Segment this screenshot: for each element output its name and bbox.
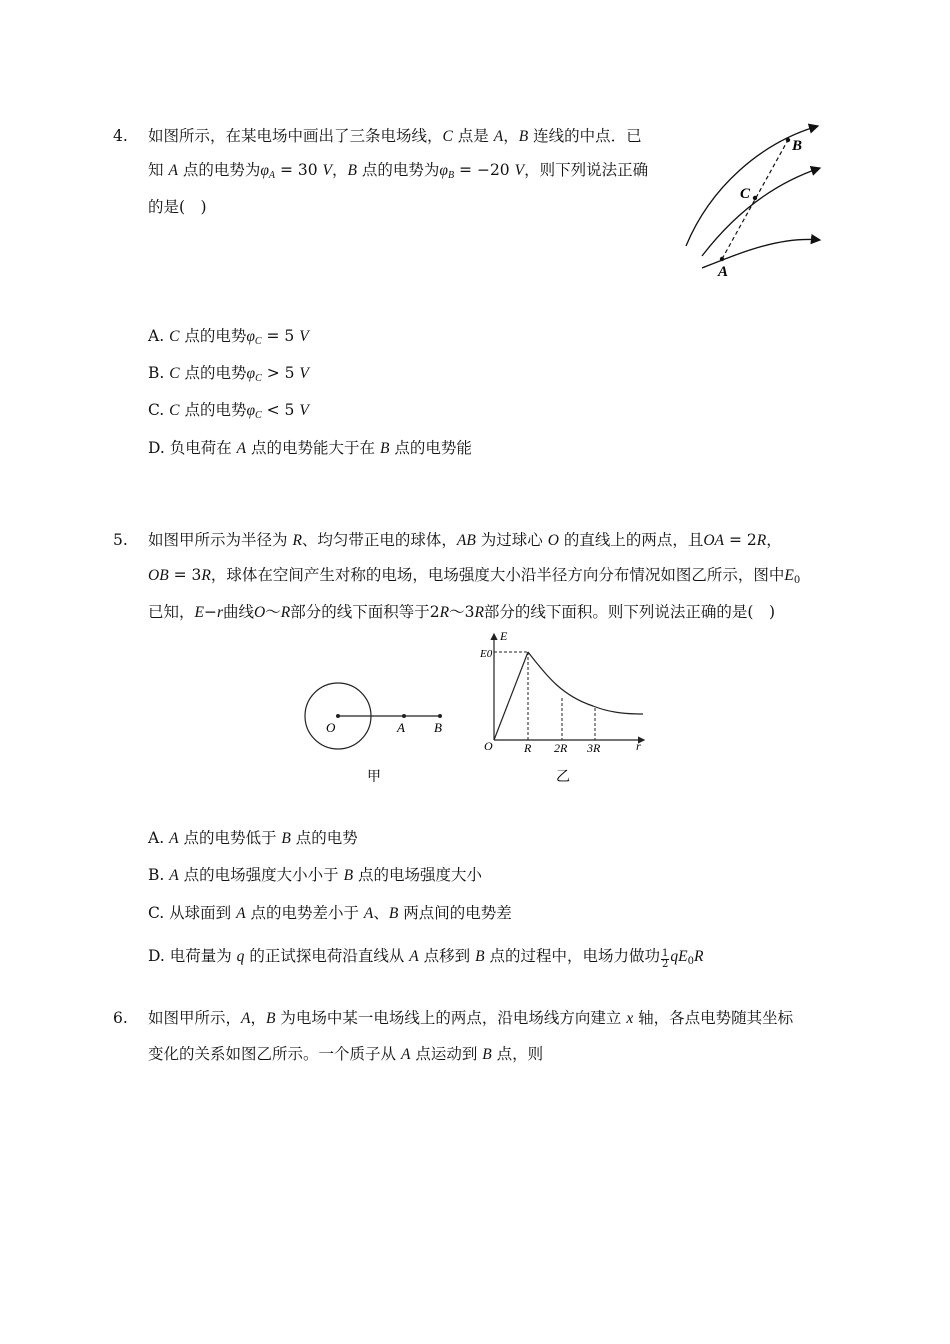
q5-option-d: D. 电荷量为 q 的正试探电荷沿直线从 A 点移到 B 点的过程中，电场力做功 $\frac{1}{2}$ $qE_0R$: [148, 947, 704, 970]
e-axis-label: E: [500, 629, 508, 643]
point-a: [402, 714, 406, 718]
q4-option-c: C. C 点的电势$\varphi_C < 5$ V: [148, 401, 309, 421]
q5-stem-line3: 已知，E−r曲线O～R部分的线下面积等于2R～3R部分的线下面积。则下列说法正确的是( ): [148, 603, 776, 621]
q4-option-d: D. 负电荷在 A 点的电势能大于在 B 点的电势能: [148, 439, 472, 457]
point-c: [753, 196, 757, 200]
label-a: A: [718, 264, 729, 280]
label-o: O: [326, 720, 336, 735]
q4-stem-line3: 的是( ): [148, 198, 207, 216]
tick-r: R: [524, 741, 532, 755]
r-axis-label: r: [636, 739, 641, 753]
label-b: B: [434, 720, 442, 735]
field-line-middle: [702, 168, 820, 256]
tick-3r: 3R: [587, 741, 601, 755]
caption-jia: 甲: [367, 770, 381, 785]
q5-option-a: A. A 点的电势低于 B 点的电势: [148, 829, 358, 847]
point-b: [438, 714, 442, 718]
caption-yi: 乙: [556, 770, 570, 785]
q5-stem-line2: OB = 3R，球体在空间产生对称的电场，电场强度大小沿半径方向分布情况如图乙所示，图中$E_0$: [148, 566, 801, 586]
q6-stem-line2: 变化的关系如图乙所示。一个质子从 A 点运动到 B 点，则: [148, 1045, 544, 1063]
q5-stem-line1: 如图甲所示为半径为 R、均匀带正电的球体，AB 为过球心 O 的直线上的两点，且OA = 2R，: [148, 531, 782, 549]
q5-option-c: C. 从球面到 A 点的电势差小于 A、B 两点间的电势差: [148, 904, 512, 922]
e-r-curve: [494, 652, 528, 740]
q4-stem-line1: 如图所示，在某电场中画出了三条电场线，C 点是 A，B 连线的中点．已: [148, 127, 642, 145]
label-a: A: [397, 720, 405, 735]
q5-figure-yi: [478, 628, 658, 788]
q4-number: 4.: [113, 127, 128, 145]
point-a: [720, 257, 724, 261]
q5-figure-jia: [300, 680, 460, 790]
q4-option-a: A. C 点的电势$\varphi_C = 5$ V: [148, 327, 309, 347]
q4-stem-line2: 知 A 点的电势为$\varphi_A = 30$ V，B 点的电势为$\varphi_B = -20$ V，则下列说法正确: [148, 161, 649, 181]
q6-stem-line1: 如图甲所示，A，B 为电场中某一电场线上的两点，沿电场线方向建立 x 轴，各点电势随其坐标: [148, 1009, 794, 1027]
point-o: [336, 714, 340, 718]
q4-option-b: B. C 点的电势$\varphi_C > 5$ V: [148, 364, 309, 384]
q5-number: 5.: [113, 531, 128, 549]
label-b: B: [792, 138, 803, 154]
q6-number: 6.: [113, 1009, 128, 1027]
label-c: C: [740, 186, 751, 202]
e-r-curve-decay: [528, 652, 643, 714]
e0-label: E0: [480, 648, 493, 660]
q5-option-b: B. A 点的电场强度大小小于 B 点的电场强度大小: [148, 866, 482, 884]
tick-2r: 2R: [554, 741, 568, 755]
point-b: [786, 138, 790, 142]
q4-field-lines-figure: [680, 118, 830, 283]
origin-label: O: [484, 739, 493, 753]
